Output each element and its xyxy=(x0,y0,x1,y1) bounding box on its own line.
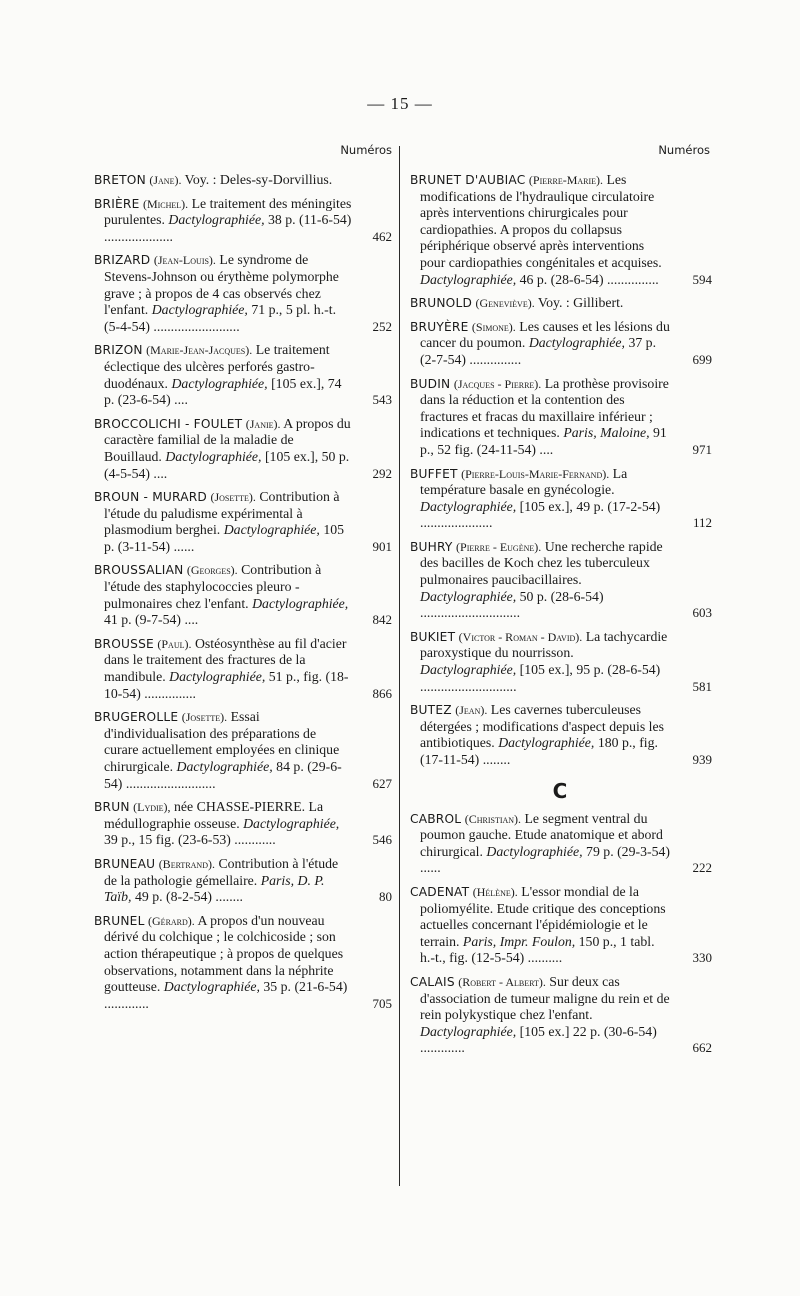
entry-forenames: (Christian). xyxy=(464,811,522,826)
entry-number: 581 xyxy=(692,678,712,694)
right-entries xyxy=(410,172,710,769)
entry-title: La température basale en gynécologie. xyxy=(420,465,628,498)
entry-publisher: Dactylographiée, xyxy=(176,759,273,774)
bibliography-entry xyxy=(410,702,710,768)
entry-publisher: Dactylographiée, xyxy=(528,335,625,351)
right-entries-c xyxy=(410,811,710,1057)
entry-details: 51 p., fig. (18-10-54) ............... xyxy=(104,669,349,701)
entry-forenames: (Josette). xyxy=(181,710,228,725)
entry-publisher: Paris, D. P. Taïb, xyxy=(104,872,325,905)
bibliography-entry xyxy=(94,489,392,555)
entry-details: [105 ex.], 50 p. (4-5-54) .... xyxy=(104,448,350,481)
entry-title: Sur deux cas d'association de tumeur maligne du rein et de rein polykystique chez l'enfant. xyxy=(420,973,670,1023)
entry-author: CADENAT xyxy=(410,884,470,899)
entry-number: 971 xyxy=(692,441,712,457)
bibliography-entry xyxy=(94,856,392,906)
entry-author: CABROL xyxy=(410,811,462,826)
entry-publisher: Dactylographiée, xyxy=(420,662,517,678)
entry-forenames: (Paul). xyxy=(157,636,192,651)
bibliography-entry xyxy=(94,172,392,189)
left-column-header: Numéros xyxy=(340,143,392,157)
entry-forenames: (Geneviève). xyxy=(475,296,535,311)
entry-publisher: Dactylographiée, xyxy=(420,588,517,604)
entry-author: BRUNOLD xyxy=(410,296,473,311)
bibliography-entry xyxy=(410,466,710,532)
bibliography-entry xyxy=(410,295,710,312)
entry-number: 705 xyxy=(372,995,392,1011)
entry-number: 594 xyxy=(692,271,712,287)
entry-publisher: Dactylographiée, xyxy=(169,669,266,685)
entry-author: BRUNEAU xyxy=(94,856,156,871)
entry-forenames: (Marie-Jean-Jacques). xyxy=(146,343,253,358)
entry-title: Une recherche rapide des bacilles de Koch chez les tuberculeux pulmonaires paucibacillaires. xyxy=(420,538,663,588)
entry-number: 662 xyxy=(692,1040,712,1056)
entry-author: BRUNEL xyxy=(94,913,145,928)
bibliography-entry xyxy=(94,636,392,702)
entry-publisher: Dactylographiée, xyxy=(420,271,517,287)
entry-author: BUDIN xyxy=(410,376,451,391)
entry-title: Les modifications de l'hydraulique circulatoire après interventions chirurgicales pour cardiopathies. A propos du collapsus périphérique observé après interventions pour cardiopathies congénitales et acquises. xyxy=(420,172,662,270)
entry-number: 627 xyxy=(372,775,392,791)
entry-author: BUHRY xyxy=(410,539,453,554)
entry-forenames: (Gérard). xyxy=(148,913,195,928)
entry-title: La prothèse provisoire dans la réduction et la contention des fractures et fracas du maxillaire inférieur ; indications et techniques. xyxy=(420,375,669,441)
entry-forenames: (Simone). xyxy=(471,319,516,334)
entry-title: Ostéosynthèse au fil d'acier dans le traitement des fractures de la mandibule. xyxy=(104,635,347,685)
entry-author: BRUNET D'AUBIAC xyxy=(410,173,526,187)
entry-forenames: (Pierre-Marie). xyxy=(528,173,604,187)
bibliography-entry xyxy=(94,252,392,335)
entry-title: Voy. : Deles-sy-Dorvillius. xyxy=(184,172,333,187)
entry-title: A propos du caractère familial de la maladie de Bouillaud. xyxy=(104,415,351,464)
entry-forenames: (Bertrand). xyxy=(158,856,215,871)
entry-forenames: (Jean). xyxy=(455,703,488,718)
entry-title: Le traitement des méningites purulentes. xyxy=(104,195,352,228)
entry-publisher: Dactylographiée, xyxy=(243,815,340,831)
entry-details: 50 p. (28-6-54) ............................. xyxy=(420,588,604,621)
bibliography-entry xyxy=(94,799,392,849)
entry-publisher: Dactylographiée, xyxy=(252,595,349,611)
entry-author: BRUN xyxy=(94,800,130,815)
entry-forenames: (Robert - Albert). xyxy=(458,974,546,989)
entry-publisher: Paris, Impr. Foulon, xyxy=(462,933,576,949)
entry-forenames: (Jane). xyxy=(149,173,182,187)
entry-publisher: Dactylographiée, xyxy=(223,522,320,538)
column-divider xyxy=(399,146,400,1186)
left-column xyxy=(94,142,392,1019)
entry-author: BROUSSALIAN xyxy=(94,563,184,578)
entry-number: 603 xyxy=(692,605,712,621)
bibliography-entry xyxy=(410,172,710,288)
entry-number: 112 xyxy=(692,515,712,531)
entry-author: BRUYÈRE xyxy=(410,319,469,334)
entry-details: 49 p. (8-2-54) ........ xyxy=(134,889,244,905)
entry-author: BRETON xyxy=(94,173,146,187)
entry-publisher: Dactylographiée, xyxy=(420,1023,517,1039)
left-entries xyxy=(94,172,392,1012)
bibliography-entry xyxy=(410,539,710,622)
entry-details: 38 p. (11-6-54) .................... xyxy=(104,212,352,244)
entry-number: 543 xyxy=(372,392,392,408)
entry-details: [105 ex.], 95 p. (28-6-54) ............................ xyxy=(420,662,661,694)
entry-title: Le segment ventral du poumon gauche. Etude anatomique et abord chirurgical. xyxy=(420,810,663,859)
bibliography-entry xyxy=(94,196,392,246)
entry-details: 105 p. (3-11-54) ...... xyxy=(104,522,345,554)
entry-author: BROUN - MURARD xyxy=(94,490,208,505)
entry-forenames: (Pierre - Eugène). xyxy=(456,539,542,554)
bibliography-entry xyxy=(410,884,710,967)
right-column-header: Numéros xyxy=(658,143,710,157)
entry-author: BROCCOLICHI - FOULET xyxy=(94,416,243,431)
bibliography-entry xyxy=(94,709,392,792)
entry-number: 292 xyxy=(372,465,392,481)
entry-forenames: (Pierre-Louis-Marie-Fernand). xyxy=(461,466,610,481)
entry-title: Les causes et les lésions du cancer du poumon. xyxy=(420,318,670,351)
entry-publisher: Paris, Maloine, xyxy=(563,425,650,441)
entry-publisher: Dactylographiée, xyxy=(163,979,260,995)
entry-forenames: (Georges). xyxy=(186,563,238,578)
entry-publisher: Dactylographiée, xyxy=(151,302,248,318)
entry-details: [105 ex.] 22 p. (30-6-54) ............. xyxy=(420,1023,657,1056)
entry-author: BRUGEROLLE xyxy=(94,710,179,725)
bibliography-entry xyxy=(410,319,710,369)
entry-number: 252 xyxy=(372,318,392,334)
entry-number: 546 xyxy=(372,832,392,848)
entry-details: 39 p., 15 fig. (23-6-53) ............ xyxy=(104,832,276,848)
entry-details: 91 p., 52 fig. (24-11-54) .... xyxy=(420,425,667,457)
entry-forenames: (Michel). xyxy=(142,196,189,211)
entry-title: née CHASSE-PIERRE. La médullographie osseuse. xyxy=(104,799,324,831)
entry-number: 842 xyxy=(372,612,392,628)
entry-title: Voy. : Gillibert. xyxy=(537,295,624,311)
entry-number: 330 xyxy=(692,950,712,966)
entry-forenames: (Jacques - Pierre). xyxy=(453,376,542,391)
entry-publisher: Dactylographiée, xyxy=(486,843,583,859)
entry-details: 46 p. (28-6-54) ............... xyxy=(519,271,659,287)
entry-details: 180 p., fig. (17-11-54) ........ xyxy=(420,735,658,767)
entry-details: 35 p. (21-6-54) ............. xyxy=(104,979,348,1011)
entry-author: BUTEZ xyxy=(410,703,452,718)
entry-publisher: Dactylographiée, xyxy=(420,498,517,514)
entry-publisher: Dactylographiée, xyxy=(498,735,595,751)
entry-author: BUKIET xyxy=(410,629,456,644)
entry-title: Contribution à l'étude du paludisme expérimental à plasmodium berghei. xyxy=(104,489,340,538)
bibliography-entry xyxy=(94,342,392,408)
bibliography-entry xyxy=(410,629,710,695)
entry-title: L'essor mondial de la poliomyélite. Etude critique des conceptions actuelles concernant l'épidémiologie et le terrain. xyxy=(420,883,666,949)
entry-author: BRIZON xyxy=(94,343,143,358)
entry-number: 939 xyxy=(692,752,712,767)
entry-publisher: Dactylographiée, xyxy=(171,375,268,391)
section-letter: C xyxy=(552,778,568,803)
bibliography-entry xyxy=(410,974,710,1057)
entry-details: 71 p., 5 pl. h.-t. (5-4-54) ......................... xyxy=(104,302,337,334)
entry-details: 37 p. (2-7-54) ............... xyxy=(420,335,657,367)
entry-author: BUFFET xyxy=(410,466,458,481)
entry-author: BRIÈRE xyxy=(94,196,140,211)
bibliography-entry xyxy=(94,416,392,482)
bibliography-entry xyxy=(94,562,392,628)
entry-number: 462 xyxy=(372,228,392,244)
page-number: — 15 — xyxy=(367,94,433,113)
entry-title: Essai d'individualisation des préparations de curare actuellement employées en clinique chirurgicale. xyxy=(104,709,340,774)
bibliography-entry xyxy=(94,913,392,1013)
entry-details: 150 p., 1 tabl. h.-t., fig. (12-5-54) .......... xyxy=(420,933,655,966)
entry-publisher: Dactylographiée, xyxy=(168,212,265,228)
entry-number: 80 xyxy=(379,889,392,905)
entry-author: CALAIS xyxy=(410,974,455,989)
entry-number: 866 xyxy=(372,685,392,701)
entry-title: Le syndrome de Stevens-Johnson ou érythème polymorphe grave ; à propos de 4 cas observés chez l'enfant. xyxy=(104,252,339,318)
entry-title: A propos d'un nouveau dérivé du colchique ; le colchicoside ; son action thérapeutique ; à propos de quelques observations, notamment dans la néphrite goutteuse. xyxy=(104,912,344,995)
entry-number: 222 xyxy=(692,860,712,876)
entry-details: 84 p. (29-6-54) .......................... xyxy=(104,759,342,791)
entry-title: Le traitement éclectique des ulcères perforés gastro-duodénaux. xyxy=(104,342,330,391)
entry-author: BRIZARD xyxy=(94,253,151,268)
entry-forenames: (Victor - Roman - David). xyxy=(458,629,583,644)
entry-forenames: (Hélène). xyxy=(472,884,518,899)
entry-details: [105 ex.], 74 p. (23-6-54) .... xyxy=(104,375,342,408)
entry-details: 41 p. (9-7-54) .... xyxy=(104,612,199,628)
entry-forenames: (Josette). xyxy=(210,490,256,505)
right-column xyxy=(410,142,710,1064)
entry-details: 79 p. (29-3-54) ...... xyxy=(420,843,670,876)
entry-author: BROUSSE xyxy=(94,636,154,651)
entry-number: 901 xyxy=(372,538,392,554)
entry-title: La tachycardie paroxystique du nourrisson. xyxy=(420,628,668,661)
entry-title: Contribution à l'étude de la pathologie gémellaire. xyxy=(104,855,339,888)
entry-forenames: (Janie). xyxy=(245,416,281,431)
bibliography-entry xyxy=(410,376,710,459)
entry-publisher: Dactylographiée, xyxy=(165,448,262,464)
bibliography-entry xyxy=(410,811,710,877)
entry-number: 699 xyxy=(692,351,712,367)
entry-title: Les cavernes tuberculeuses détergées ; modifications d'aspect depuis les antibiotiques. xyxy=(420,702,664,751)
entry-forenames: (Lydie), xyxy=(133,800,171,815)
entry-details: [105 ex.], 49 p. (17-2-54) ..................... xyxy=(420,498,661,531)
entry-forenames: (Jean-Louis). xyxy=(153,253,216,268)
entry-title: Contribution à l'étude des staphylococcies pleuro - pulmonaires chez l'enfant. xyxy=(104,562,322,611)
